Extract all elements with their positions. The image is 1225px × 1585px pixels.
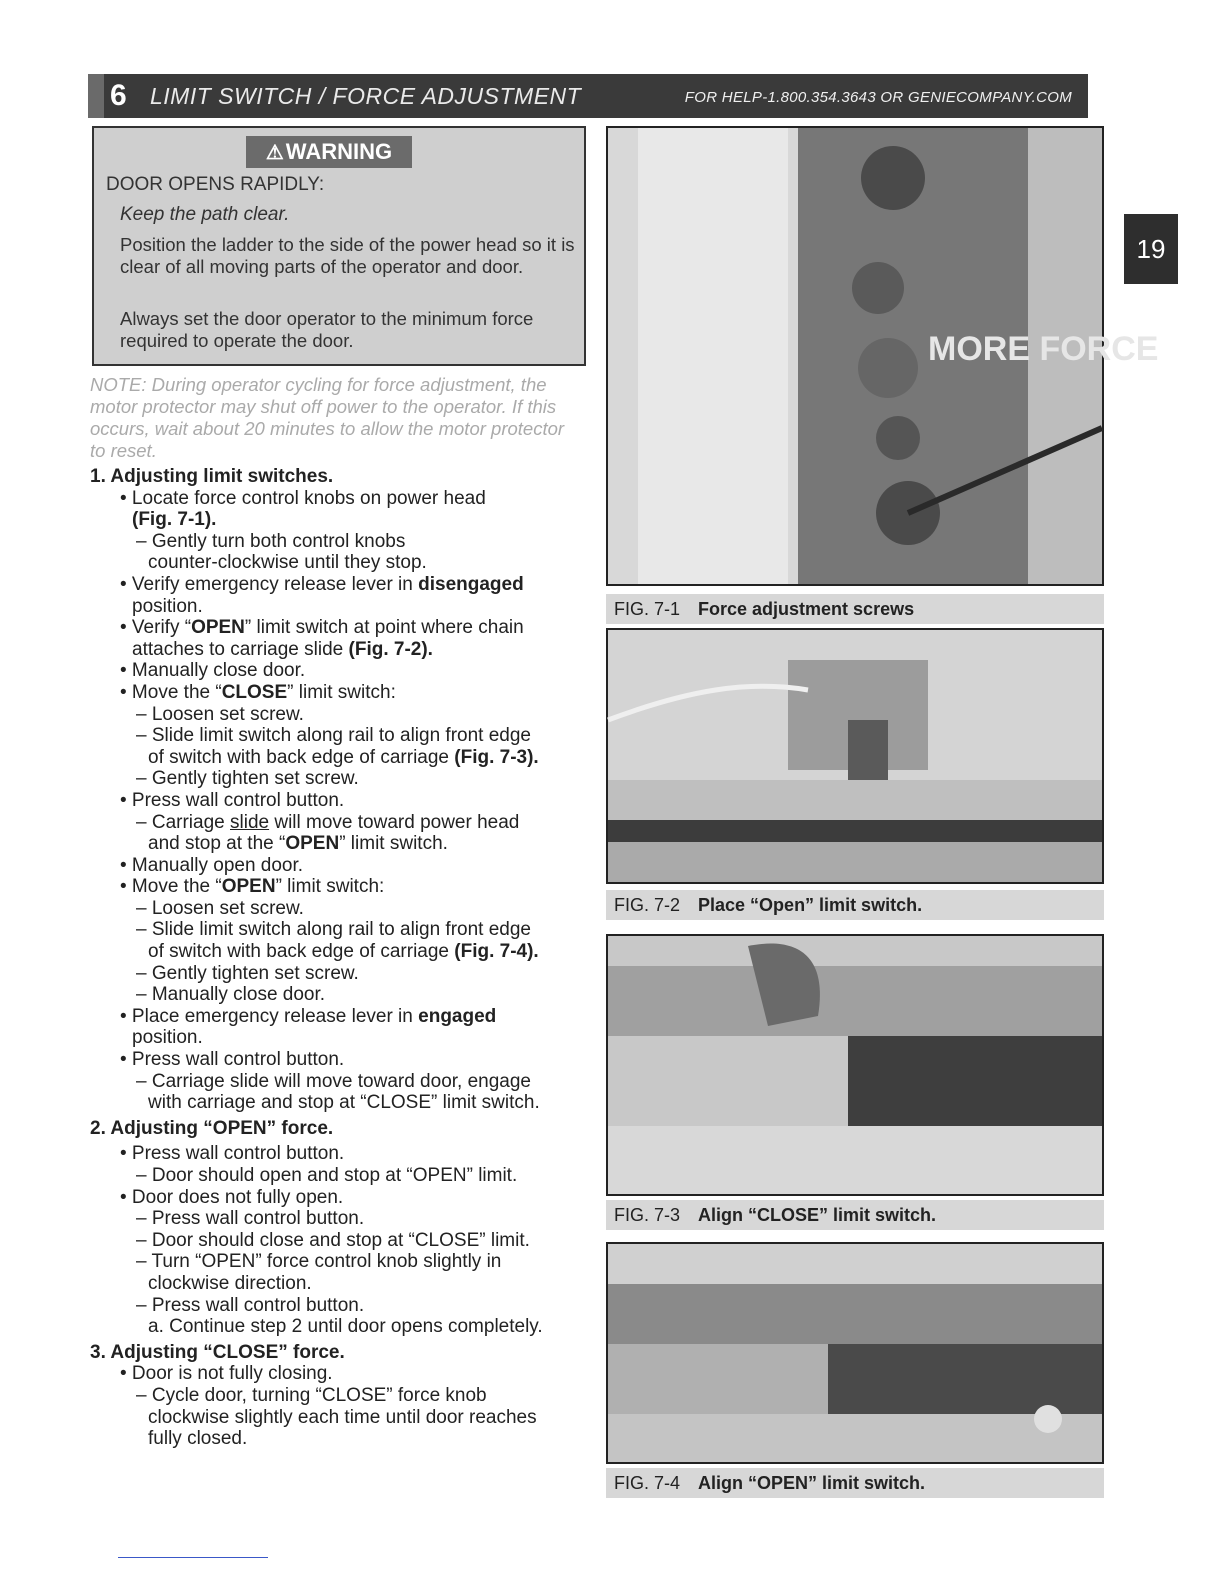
bullet-item: • Press wall control button. [120, 1049, 345, 1071]
sub-item: – Slide limit switch along rail to align front edge [136, 919, 531, 941]
chapter-marker [88, 74, 104, 118]
warning-heading: DOOR OPENS RAPIDLY: [106, 174, 325, 195]
sub-item-continued: of switch with back edge of carriage (Fig. 7-4). [148, 941, 539, 963]
bullet-item: • Locate force control knobs on power head [120, 487, 486, 509]
sub-item: – Press wall control button. [136, 1294, 365, 1316]
instructions [90, 466, 600, 1450]
sub-item: – Cycle door, turning “CLOSE” force knob [136, 1384, 487, 1406]
section-header [88, 74, 1088, 118]
photo-label: MORE FORCE [928, 330, 1159, 368]
figure-caption: FIG. 7-4 Align “OPEN” limit switch. [606, 1468, 1104, 1498]
sub-item: – Carriage slide will move toward door, engage [136, 1070, 531, 1092]
bullet-item-continued: position. [132, 595, 203, 617]
sub-item-continued: of switch with back edge of carriage (Fig. 7-3). [148, 746, 539, 768]
figure-photo-open-limit [606, 628, 1104, 884]
chapter-number: 6 [110, 79, 127, 112]
bullet-item: • Manually close door. [120, 660, 306, 682]
sub-item-continued: clockwise slightly each time until door reaches [148, 1406, 537, 1428]
figure-caption: FIG. 7-2 Place “Open” limit switch. [606, 890, 1104, 920]
sub-item: – Manually close door. [136, 984, 326, 1006]
step-title: 1. Adjusting limit switches. [90, 466, 334, 487]
sub-item: – Press wall control button. [136, 1208, 365, 1230]
warning-box [92, 126, 586, 366]
sub-item: – Gently tighten set screw. [136, 768, 359, 790]
sub-item: – Gently turn both control knobs [136, 530, 406, 552]
warning-triangle-icon: ⚠ [265, 142, 284, 164]
warning-subheading: Keep the path clear. [120, 204, 290, 225]
bullet-item: • Move the “OPEN” limit switch: [120, 876, 385, 898]
sub-item-continued: counter-clockwise until they stop. [148, 552, 427, 574]
bullet-item: • Door does not fully open. [120, 1186, 344, 1208]
sub-item: – Loosen set screw. [136, 703, 304, 725]
sub-item: – Door should close and stop at “CLOSE” limit. [136, 1229, 530, 1251]
sub-item-continued: with carriage and stop at “CLOSE” limit switch. [148, 1092, 540, 1114]
bullet-item: • Press wall control button. [120, 789, 345, 811]
page-number-tab: 19 [1124, 214, 1178, 284]
sub-item: – Gently tighten set screw. [136, 962, 359, 984]
help-contact-line: FOR HELP-1.800.354.3643 OR GENIECOMPANY.COM [684, 89, 1072, 106]
sub-item: – Carriage slide will move toward power head [136, 811, 520, 833]
sub-item-continued: fully closed. [148, 1428, 248, 1450]
bullet-item: • Verify “OPEN” limit switch at point where chain [120, 617, 524, 639]
sub-item: – Door should open and stop at “OPEN” limit. [136, 1165, 518, 1186]
sub-item: – Slide limit switch along rail to align front edge [136, 725, 531, 747]
sub-item: – Loosen set screw. [136, 897, 304, 919]
lettered-item: a. Continue step 2 until door opens completely. [148, 1316, 543, 1338]
bullet-item: • Move the “CLOSE” limit switch: [120, 681, 396, 703]
bullet-item: • Press wall control button. [120, 1143, 345, 1165]
note-text: NOTE: During operator cycling for force adjustment, the motor protector may shut off power to the operator. If this occurs, wait about 20 minutes to allow the motor protector to reset. [90, 374, 565, 461]
warning-paragraph: Always set the door operator to the minimum force required to operate the door. [120, 308, 534, 351]
bullet-item: • Place emergency release lever in engaged [120, 1005, 497, 1027]
figure-photo-close-limit [606, 934, 1104, 1196]
footnote-divider [118, 1557, 268, 1558]
bullet-item-continued: attaches to carriage slide (Fig. 7-2). [132, 638, 433, 660]
section-title: LIMIT SWITCH / FORCE ADJUSTMENT [150, 83, 582, 109]
figure-photo-open-limit-align [606, 1242, 1104, 1464]
warning-badge [246, 136, 412, 168]
sub-item: – Turn “OPEN” force control knob slightly in [136, 1251, 502, 1273]
figure-caption: FIG. 7-1 Force adjustment screws [606, 594, 1104, 624]
warning-badge-label: WARNING [285, 139, 393, 164]
bullet-item: • Door is not fully closing. [120, 1363, 333, 1385]
bullet-item-continued: position. [132, 1027, 203, 1049]
figure-caption: FIG. 7-3 Align “CLOSE” limit switch. [606, 1200, 1104, 1230]
warning-paragraph: Position the ladder to the side of the power head so it is clear of all moving parts of the operator and door. [120, 234, 575, 277]
step-title: 2. Adjusting “OPEN” force. [90, 1117, 334, 1139]
sub-item-continued: clockwise direction. [148, 1272, 312, 1294]
step-title: 3. Adjusting “CLOSE” force. [90, 1341, 345, 1363]
bullet-item: • Manually open door. [120, 854, 304, 876]
sub-item-continued: and stop at the “OPEN” limit switch. [148, 833, 448, 855]
bullet-item: • Verify emergency release lever in disengaged [120, 573, 524, 595]
figure-reference: (Fig. 7-1). [132, 509, 217, 531]
